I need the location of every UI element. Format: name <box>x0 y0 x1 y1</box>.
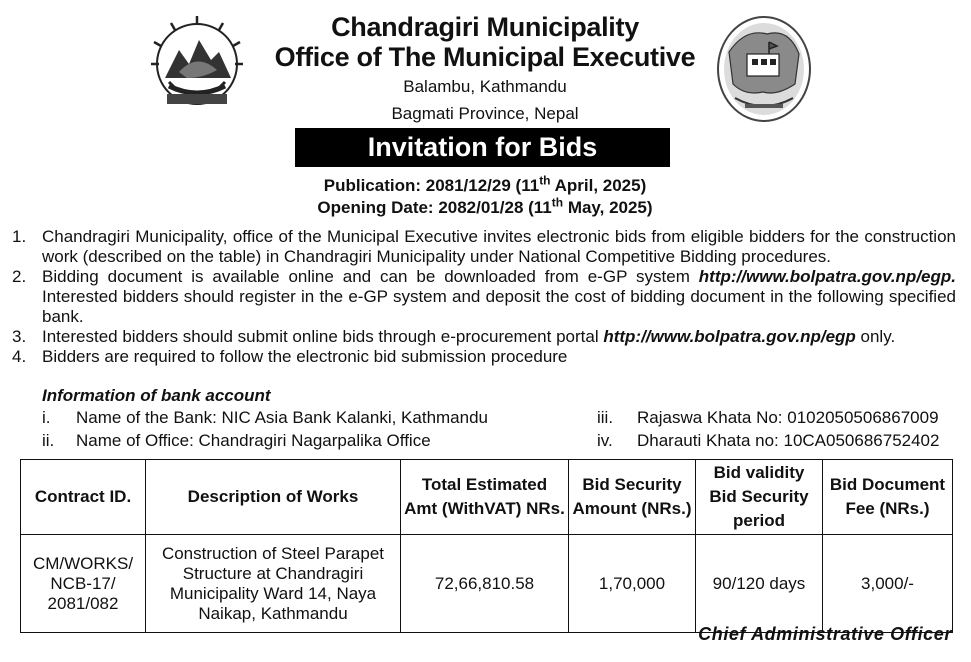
notice-item <box>12 347 956 367</box>
organization-name: Chandragiri Municipality <box>331 12 639 42</box>
header-validity-period: Bid validity Bid Security period <box>696 460 823 535</box>
item-number: 4. <box>12 347 27 366</box>
cell-estimated-amount: 72,66,810.58 <box>401 535 569 633</box>
bank-entry: i. Name of the Bank: NIC Asia Bank Kalanki, Kathmandu <box>42 408 489 427</box>
bank-entry: iv. Dharauti Khata no: 10CA050686752402 <box>597 431 940 450</box>
address-line-2: Bagmati Province, Nepal <box>391 104 579 123</box>
cell-contract-id: CM/WORKS/ NCB-17/ 2081/082 <box>21 535 146 633</box>
municipality-logo-icon <box>715 14 813 124</box>
cell-description: Construction of Steel Parapet Structure at Chandragiri Municipality Ward 14, Naya Naikap, Kathmandu <box>146 535 401 633</box>
invitation-banner: Invitation for Bids <box>295 128 670 167</box>
opening-date: Opening Date: 2082/01/28 (11th May, 2025) <box>317 195 653 217</box>
office-name: Office of The Municipal Executive <box>274 42 696 72</box>
table-row <box>21 535 953 633</box>
item-number: 2. <box>12 267 27 286</box>
egp-portal-link[interactable]: http://www.bolpatra.gov.np/egp <box>603 327 856 346</box>
table-header-row <box>21 460 953 535</box>
item-text: Bidders are required to follow the electronic bid submission procedure <box>42 347 568 366</box>
signatory-title: Chief Administrative Officer <box>698 624 952 644</box>
header-description: Description of Works <box>146 460 401 535</box>
publication-date: Publication: 2081/12/29 (11th April, 2025) <box>323 173 647 195</box>
egp-link[interactable]: http://www.bolpatra.gov.np/egp. <box>698 267 956 286</box>
header-contract-id: Contract ID. <box>21 460 146 535</box>
bank-info-heading: Information of bank account <box>42 386 271 405</box>
bank-entry: iii. Rajaswa Khata No: 0102050506867009 <box>597 408 939 427</box>
notice-items <box>12 227 956 367</box>
item-text: Interested bidders should submit online bids through e-procurement portal http://www.bolpatra.gov.np/egp only. <box>42 327 896 346</box>
notice-item <box>12 227 956 267</box>
header-bid-security: Bid Security Amount (NRs.) <box>569 460 696 535</box>
header-document-fee: Bid Document Fee (NRs.) <box>823 460 953 535</box>
cell-bid-security: 1,70,000 <box>569 535 696 633</box>
notice-item <box>12 267 956 327</box>
header-estimated-amount: Total Estimated Amt (WithVAT) NRs. <box>401 460 569 535</box>
address-line-1: Balambu, Kathmandu <box>403 77 567 96</box>
item-number: 3. <box>12 327 27 346</box>
cell-document-fee: 3,000/- <box>823 535 953 633</box>
item-number: 1. <box>12 227 27 246</box>
item-text: Bidding document is available online and can be downloaded from e-GP system http://www.bolpatra.gov.np/egp. Interested bidders should register in the e-GP system and deposit the cost of bidding document in the following specified bank. <box>42 267 956 326</box>
cell-validity-period: 90/120 days <box>696 535 823 633</box>
item-text: Chandragiri Municipality, office of the Municipal Executive invites electronic bids from eligible bidders for the construction work (described on the table) in Chandragiri Municipality under National Competitive Bidding procedures. <box>42 227 956 266</box>
notice-item <box>12 327 956 347</box>
bank-entry: ii. Name of Office: Chandragiri Nagarpalika Office <box>42 431 431 450</box>
bids-table <box>20 459 953 633</box>
